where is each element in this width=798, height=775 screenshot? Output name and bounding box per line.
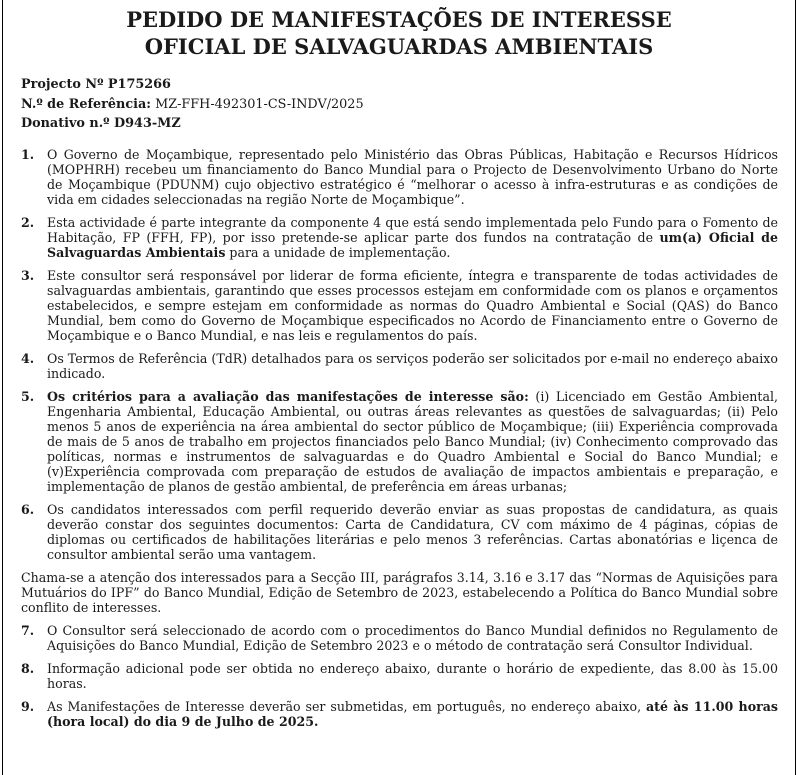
list-item — [21, 661, 778, 691]
list-item — [21, 623, 778, 653]
item-number: 5. — [21, 389, 35, 404]
project-metadata — [21, 75, 364, 134]
item-number: 6. — [21, 502, 35, 517]
item-text-emphasis: até às 11.00 horas (hora local) do dia 9 de Julho de 2025. — [47, 699, 778, 729]
item-number: 4. — [21, 351, 35, 366]
item-number: 2. — [21, 215, 35, 230]
title-line-1: PEDIDO DE MANIFESTAÇÕES DE INTERESSE — [126, 7, 672, 32]
item-text-part: As Manifestações de Interesse deverão ser submetidas, em português, no endereço abaixo, — [47, 699, 646, 714]
list-item — [21, 699, 778, 729]
item-text — [47, 699, 778, 729]
reference-label: N.º de Referência: — [21, 96, 152, 112]
list-item — [21, 351, 778, 381]
list-item — [21, 502, 778, 562]
list-item — [21, 389, 778, 494]
item-text-emphasis: um(a) Oficial de Salvaguardas Ambientais — [47, 230, 778, 260]
reference-value: MZ-FFH-492301-CS-INDV/2025 — [155, 96, 364, 112]
list-item — [21, 268, 778, 343]
item-text: Este consultor será responsável por liderar de forma eficiente, íntegra e transparente de todas actividades de salvaguardas ambientais, garantindo que esses processos estejam em conformidade com os planos e orçamentos estabelecidos, e sempre estejam em conformidade as normas do Quadro Ambiental e Social (QAS) do Banco Mundial, bem como do Governo de Moçambique especificados no Acordo de Financiamento entre o Governo de Moçambique e o Banco Mundial, e nas leis e regulamentos do país. — [47, 268, 778, 343]
item-text: O Consultor será seleccionado de acordo com o procedimentos do Banco Mundial definidos no Regulamento de Aquisições do Banco Mundial, Edição de Setembro 2023 e o método de contratação será Consultor Individual. — [47, 623, 778, 653]
item-text: O Governo de Moçambique, representado pelo Ministério das Obras Públicas, Habitação e Recursos Hídricos (MOPHRH) recebeu um financiamento do Banco Mundial para o Projecto de Desenvolvimento Urbano do Norte de Moçambique (PDUNM) cujo objectivo estratégico é “melhorar o acesso à infra-estruturas e as condições de vida em cidades seleccionadas na região Norte de Moçambique”. — [47, 147, 778, 207]
conflict-of-interest-paragraph: Chama-se a atenção dos interessados para a Secção III, parágrafos 3.14, 3.16 e 3.17 das “Normas de Aquisições para Mutuários do IPF” do Banco Mundial, Edição de Setembro de 2023, estabelecendo a Política do Banco Mundial sobre conflito de interesses. — [21, 570, 778, 615]
page-border-left — [2, 0, 3, 775]
document-title — [0, 6, 798, 60]
list-item — [21, 215, 778, 260]
item-text: Informação adicional pode ser obtida no endereço abaixo, durante o horário de expediente, das 8.00 às 15.00 horas. — [47, 661, 778, 691]
item-text — [47, 215, 778, 260]
item-number: 9. — [21, 699, 35, 714]
list-item — [21, 147, 778, 207]
item-number: 1. — [21, 147, 35, 162]
item-text-part: Esta actividade é parte integrante da componente 4 que está sendo implementada pelo Fundo para o Fomento de Habitação, FP (FFH, FP), por isso pretende-se aplicar parte dos fundos na contratação de — [47, 215, 778, 245]
item-text: Os candidatos interessados com perfil requerido deverão enviar as suas propostas de candidatura, as quais deverão constar dos seguintes documentos: Carta de Candidatura, CV com máximo de 4 páginas, cópias de diplomas ou certificados de habilitações literárias e pelo menos 3 referências. Cartas abonatórias e liçenca de consultor ambiental serão uma vantagem. — [47, 502, 778, 562]
item-text-emphasis: Os critérios para a avaliação das manifestações de interesse são: — [47, 389, 529, 404]
item-number: 8. — [21, 661, 35, 676]
item-number: 7. — [21, 623, 35, 638]
item-text-part: para a unidade de implementação. — [225, 245, 451, 260]
grant-number: Donativo n.º D943-MZ — [21, 116, 181, 131]
item-text: Os Termos de Referência (TdR) detalhados para os serviços poderão ser solicitados por e-mail no endereço abaixo indicado. — [47, 351, 778, 381]
item-number: 3. — [21, 268, 35, 283]
item-text-part: (i) Licenciado em Gestão Ambiental, Engenharia Ambiental, Educação Ambiental, ou outras áreas relevantes as questões de salvaguardas; (ii) Pelo menos 5 anos de experiência na área ambiental do sector público de Moçambique; (iii) Experiência comprovada de mais de 5 anos de trabalho em projectos financiados pelo Banco Mundial; (iv) Conhecimento comprovado das políticas, normas e instrumentos de salvaguardas e do Quadro Ambiental e Social do Banco Mundial; e (v)Experiência comprovada com preparação de estudos de avaliação de impactos ambientais e preparação, e implementação de planos de gestão ambiental, de preferência em áreas urbanas; — [47, 389, 778, 494]
item-text — [47, 389, 778, 494]
page-border-right — [795, 0, 796, 775]
document-body — [21, 147, 778, 737]
project-number: Projecto Nº P175266 — [21, 77, 171, 92]
title-line-2: OFICIAL DE SALVAGUARDAS AMBIENTAIS — [144, 34, 654, 59]
